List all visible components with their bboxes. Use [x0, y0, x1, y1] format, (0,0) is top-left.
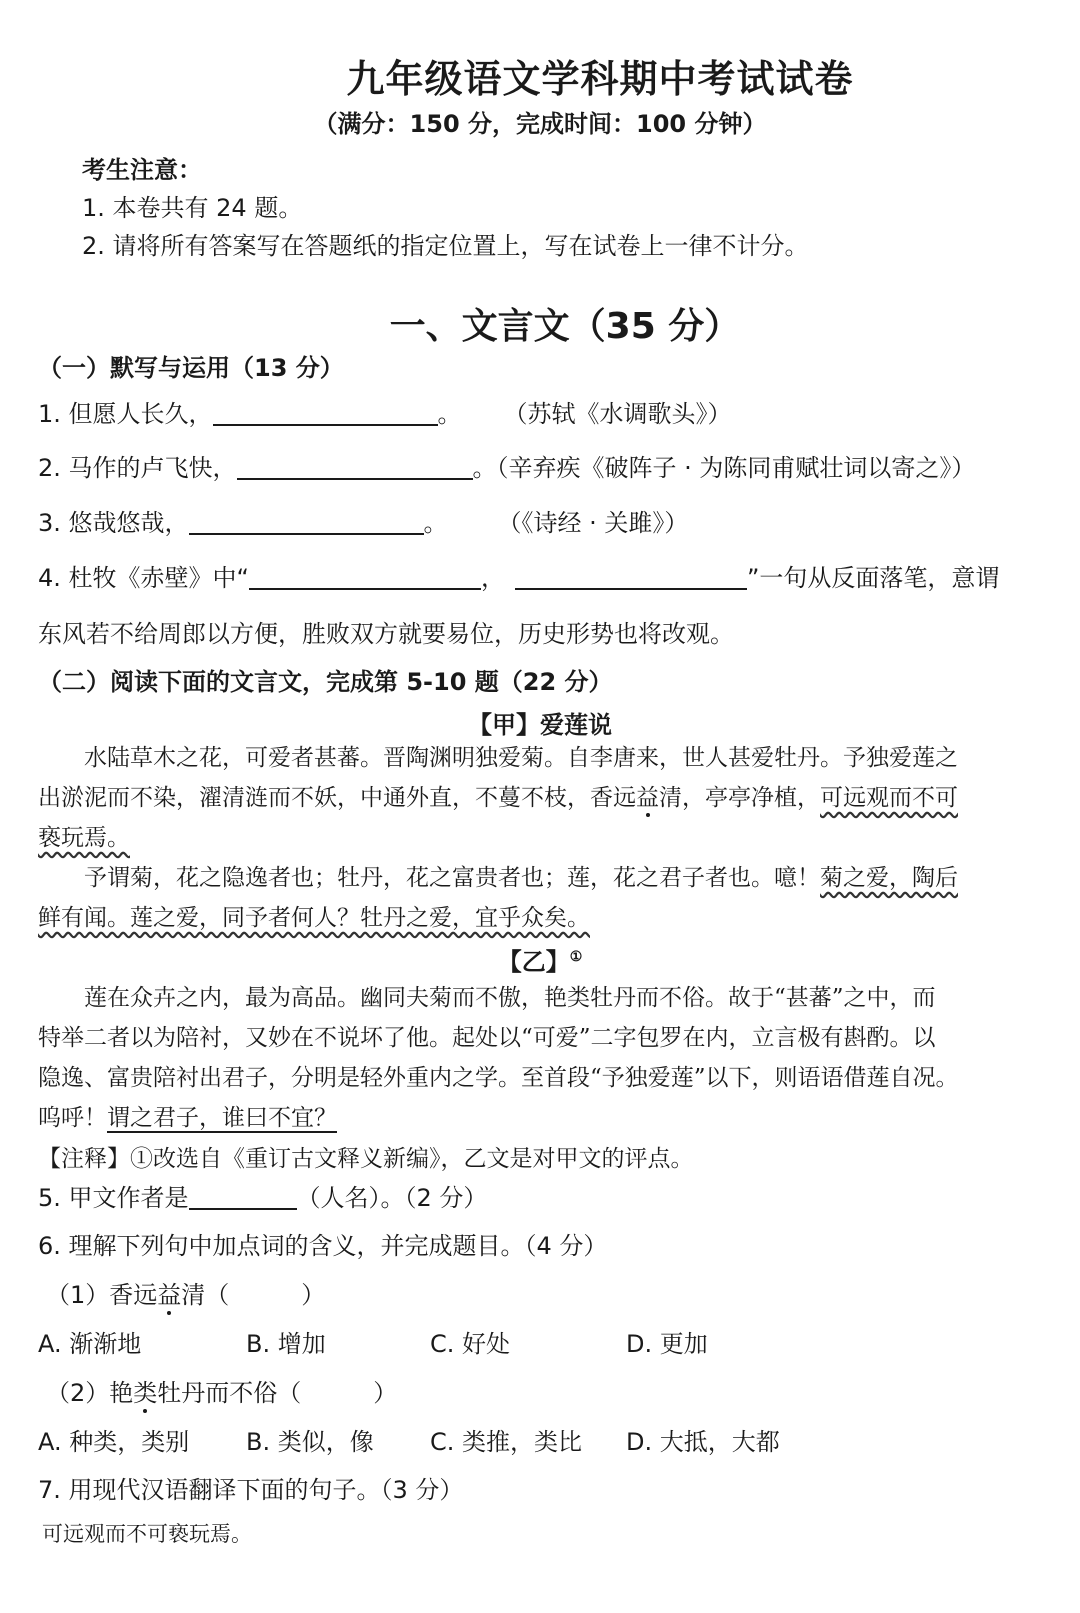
underlined-sentence: 谓之君子，谁曰不宜？ — [107, 1105, 337, 1131]
q6-2-option-d[interactable]: D. 大抵，大都 — [626, 1428, 780, 1456]
q6-1-option-d[interactable]: D. 更加 — [626, 1330, 708, 1358]
yi-text: 呜呼！ — [38, 1105, 107, 1131]
yi-line-3: 隐逸、富贵陪衬出君子，分明是轻外重内之学。至首段“予独爱莲”以下，则语语借莲自况。 — [38, 1065, 959, 1091]
notice-item-1: 1. 本卷共有 24 题。 — [82, 194, 303, 222]
q6-1-option-b[interactable]: B. 增加 — [246, 1330, 326, 1358]
question-5 — [38, 1178, 487, 1213]
passage-yi — [38, 978, 1048, 1138]
wavy-underlined-sentence-end: 亵玩焉。 — [38, 825, 130, 851]
jia-line-1: 水陆草木之花，可爱者甚蕃。晋陶渊明独爱菊。自李唐来，世人甚爱牡丹。予独爱莲之 — [84, 745, 958, 771]
annotation: 【注释】①改选自《重订古文释义新编》，乙文是对甲文的评点。 — [38, 1146, 694, 1172]
q6-2-text: （2）艳 — [46, 1379, 134, 1407]
jia-text: 清，亭亭净植， — [659, 785, 820, 811]
q5-answer-blank[interactable] — [189, 1182, 297, 1210]
question-4 — [38, 558, 999, 593]
jia-line-2 — [38, 778, 1048, 818]
question-4-continued: 东风若不给周郎以方便，胜败双方就要易位，历史形势也将改观。 — [38, 620, 734, 648]
q2-prompt: 2. 马作的卢飞快， — [38, 454, 237, 482]
part2-heading: （二）阅读下面的文言文，完成第 5-10 题（22 分） — [38, 668, 613, 696]
wavy-underlined-sentence: 可远观而不可 — [820, 785, 958, 811]
jia-line-3 — [38, 818, 1048, 858]
dotted-word-lei: 类 — [133, 1379, 158, 1407]
q3-punct: 。 — [423, 509, 448, 537]
q6-2-text-end: 牡丹而不俗（ ） — [157, 1379, 398, 1407]
q4-prompt: 4. 杜牧《赤壁》中“ — [38, 564, 249, 592]
yi-line-4 — [38, 1098, 1048, 1138]
q5-prompt-end: （人名）。（2 分） — [296, 1184, 488, 1212]
notice-item-2: 2. 请将所有答案写在答题纸的指定位置上，写在试卷上一律不计分。 — [82, 232, 809, 260]
question-1 — [38, 394, 732, 429]
q4-comma: ， — [480, 564, 505, 592]
q3-source: （《诗经 · 关雎》） — [497, 509, 689, 537]
question-3 — [38, 503, 688, 538]
question-2 — [38, 448, 975, 483]
q1-punct: 。 — [437, 400, 462, 428]
note-marker: ① — [569, 949, 583, 965]
question-7-sentence: 可远观而不可亵玩焉。 — [42, 1522, 252, 1546]
passage-jia — [38, 738, 1048, 938]
jia-line-5 — [38, 898, 1048, 938]
dotted-word-yi: 益 — [157, 1281, 182, 1309]
q4-answer-blank-1[interactable] — [249, 562, 481, 590]
jia-text: 出淤泥而不染，濯清涟而不妖，中通外直，不蔓不枝，香远 — [38, 785, 636, 811]
q6-1-option-c[interactable]: C. 好处 — [430, 1330, 511, 1358]
yi-title-text: 【乙】 — [497, 947, 570, 976]
exam-title: 九年级语文学科期中考试试卷 — [346, 57, 854, 101]
question-7: 7. 用现代汉语翻译下面的句子。（3 分） — [38, 1476, 464, 1504]
q6-2-option-c[interactable]: C. 类推，类比 — [430, 1428, 583, 1456]
q6-1-option-a[interactable]: A. 渐渐地 — [38, 1330, 142, 1358]
question-6-1 — [46, 1275, 325, 1310]
yi-line-1: 莲在众卉之内，最为高品。幽同夫菊而不傲，艳类牡丹而不俗。故于“甚蕃”之中，而 — [84, 985, 936, 1011]
passage-jia-title: 【甲】爱莲说 — [468, 710, 612, 739]
wavy-underlined-sentence-2: 菊之爱，陶后 — [820, 865, 958, 891]
wavy-underlined-sentence-2-end: 鲜有闻。莲之爱，同予者何人？牡丹之爱，宜乎众矣。 — [38, 905, 590, 931]
q4-answer-blank-2[interactable] — [515, 562, 747, 590]
q1-source: （苏轼《水调歌头》） — [503, 400, 732, 428]
jia-line-4 — [38, 858, 1048, 898]
q6-2-option-a[interactable]: A. 种类，类别 — [38, 1428, 190, 1456]
section-title: 一、文言文（35 分） — [389, 306, 741, 347]
dotted-word-yi: 益 — [636, 785, 659, 811]
yi-line-2: 特举二者以为陪衬，又妙在不说坏了他。起处以“可爱”二字包罗在内，立言极有斟酌。以 — [38, 1025, 936, 1051]
q2-source: 。（辛弃疾《破阵子 · 为陈同甫赋壮词以寄之》） — [472, 454, 976, 482]
q1-answer-blank[interactable] — [213, 398, 438, 426]
q2-answer-blank[interactable] — [237, 452, 473, 480]
notice-heading: 考生注意： — [82, 156, 202, 184]
exam-subtitle: （满分：150 分，完成时间：100 分钟） — [313, 110, 767, 138]
jia-text: 予谓菊，花之隐逸者也；牡丹，花之富贵者也；莲，花之君子者也。噫！ — [84, 865, 820, 891]
q5-prompt: 5. 甲文作者是 — [38, 1184, 189, 1212]
question-6: 6. 理解下列句中加点词的含义，并完成题目。（4 分） — [38, 1232, 608, 1260]
q1-prompt: 1. 但愿人长久， — [38, 400, 213, 428]
q4-prompt-end: ”一句从反面落笔，意谓 — [746, 564, 1000, 592]
q6-2-option-b[interactable]: B. 类似，像 — [246, 1428, 374, 1456]
q3-answer-blank[interactable] — [189, 507, 424, 535]
q6-1-text: （1）香远 — [46, 1281, 158, 1309]
part1-heading: （一）默写与运用（13 分） — [38, 354, 344, 382]
q6-1-text-end: 清（ ） — [181, 1281, 326, 1309]
q3-prompt: 3. 悠哉悠哉， — [38, 509, 189, 537]
question-6-2 — [46, 1373, 397, 1408]
passage-yi-title — [0, 942, 1080, 977]
